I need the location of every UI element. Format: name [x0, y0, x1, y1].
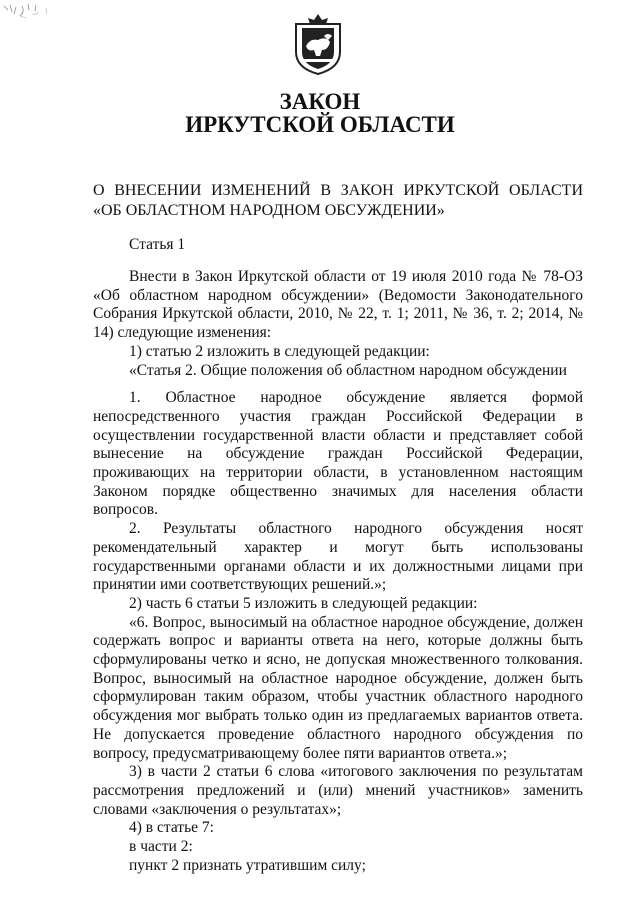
irkutsk-coat-of-arms-icon: [288, 12, 348, 76]
paragraph: пункт 2 признать утратившим силу;: [129, 856, 366, 874]
paragraph: 1. Областное народное обсуждение является формой непосредственного участия граждан Российской Федерации в осуществлении государственной власти области и представляет собой вынесение на обсуждение граждан Российской Федерации, проживающих на территории области, в установленном настоящим Законом порядке общественно значимых для населения области вопросов.: [93, 389, 583, 519]
law-title-line-1: ЗАКОН: [279, 89, 361, 114]
paragraph: 4) в статье 7:: [129, 819, 214, 837]
paragraph: «6. Вопрос, выносимый на областное народное обсуждение, должен содержать вопрос и варианты ответа на него, которые должны быть сформулированы четко и ясно, не допуская множественного толкования. Вопрос, выносимый на областное народное обсуждение, должен быть сформулирован таким образом, чтобы участник областного народного обсуждения мог выбрать только один из предлагаемых вариантов ответа. Не допускается проведение областного народного обсуждения по вопросу, предусматривающему более пяти вариантов ответа.»;: [93, 613, 583, 762]
paragraph: 2. Результаты областного народного обсуждения носят рекомендательный характер и могут быть использованы государственными органами области и их должностными лицами при принятии ими соответствующих решений.»;: [93, 520, 583, 594]
paragraph: 1) статью 2 изложить в следующей редакции:: [129, 342, 430, 360]
paragraph: Внести в Закон Иркутской области от 19 июля 2010 года № 78-ОЗ «Об областном народном обсуждении» (Ведомости Законодательного Собрания Иркутской области, 2010, № 22, т. 1; 2011, № 36, т. 2; 2014, № 14) следующие изменения:: [93, 268, 583, 342]
law-subject: [93, 181, 583, 221]
paragraph: в части 2:: [129, 838, 193, 856]
law-subject-line-1: О ВНЕСЕНИИ ИЗМЕНЕНИЙ В ЗАКОН ИРКУТСКОЙ ОБЛАСТИ: [93, 182, 583, 199]
paragraph: 3) в части 2 статьи 6 слова «итогового заключения по результатам рассмотрения предложений и (или) мнений участников» заменить словами «заключения о результатах»;: [93, 763, 583, 818]
scan-artifact-marks: [2, 2, 62, 24]
law-title-line-2: ИРКУТСКОЙ ОБЛАСТИ: [185, 112, 455, 137]
article-body: [93, 268, 583, 876]
law-subject-line-2: «ОБ ОБЛАСТНОМ НАРОДНОМ ОБСУЖДЕНИИ»: [93, 202, 445, 219]
paragraph: «Статья 2. Общие положения об областном народном обсуждении: [129, 361, 567, 379]
article-heading: Статья 1: [129, 236, 186, 253]
paragraph: 2) часть 6 статьи 5 изложить в следующей редакции:: [129, 594, 478, 612]
